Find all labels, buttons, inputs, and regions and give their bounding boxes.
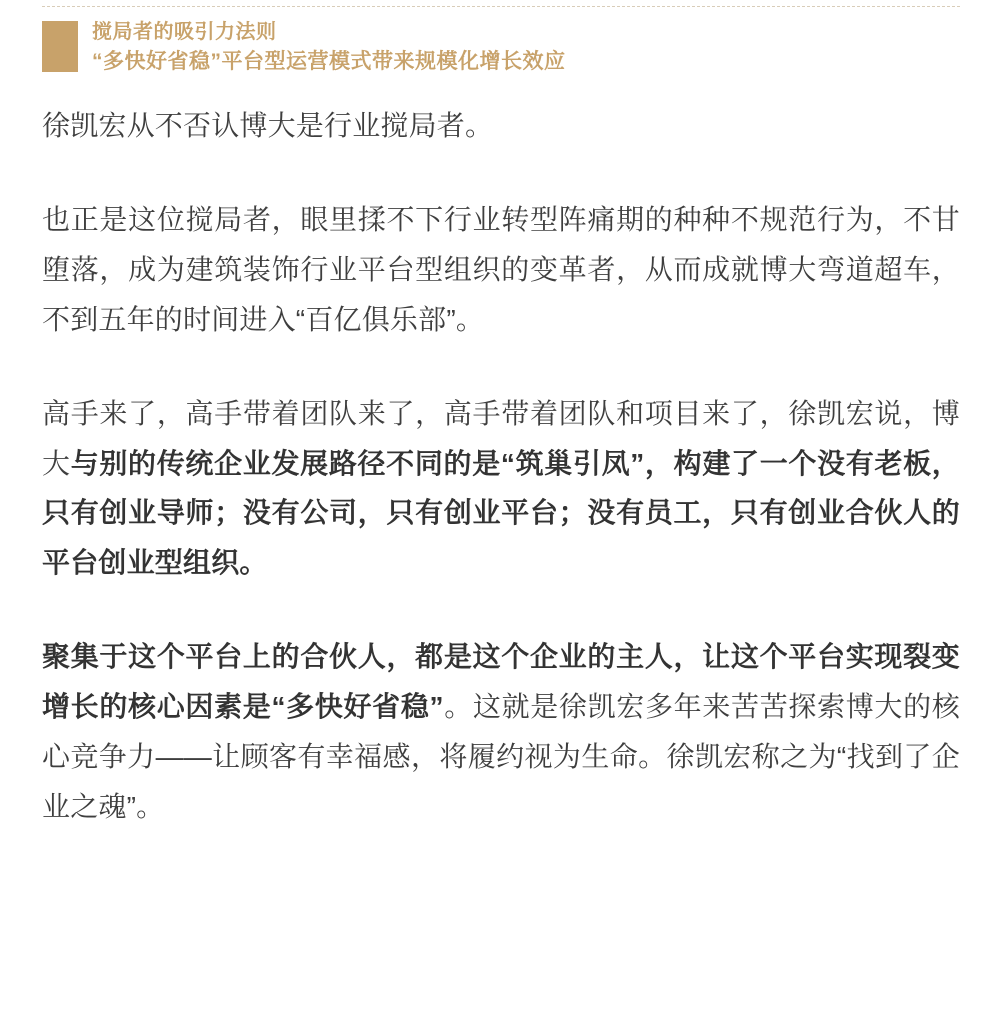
- paragraph-2: [42, 195, 960, 344]
- paragraph-3-run-1: 高手来了，高手带着团队来了，高手带着团队和项目来了，徐凯宏说，博大: [42, 397, 960, 479]
- paragraph-3-run-2: 与别的传统企业发展路径不同的是“筑巢引凤”，构建了一个没有老板，只有创业导师；没有公司，只有创业平台；没有员工，只有创业合伙人的平台创业型组织。: [42, 447, 961, 579]
- paragraph-1-run-1: 徐凯宏从不否认博大是行业搅局者。: [42, 110, 494, 142]
- top-divider: [42, 6, 960, 7]
- paragraph-4: [42, 632, 960, 831]
- heading-line-primary: 搅局者的吸引力法则: [92, 21, 277, 43]
- heading-text-group: [92, 18, 566, 77]
- heading-accent-bar: [42, 21, 78, 72]
- paragraph-1: [42, 101, 960, 151]
- paragraph-4-run-2: 。这就是徐凯宏多年来苦苦探索博大的核心竞争力——让顾客有幸福感，将履约视为生命。徐凯宏称之为“找到了企业之魂”。: [42, 690, 960, 822]
- paragraph-4-run-1: 聚集于这个平台上的合伙人，都是这个企业的主人，让这个平台实现裂变增长的核心因素是“多快好省稳”: [42, 641, 960, 722]
- section-heading: [42, 0, 960, 77]
- heading-line-secondary: “多快好省稳”平台型运营模式带来规模化增长效应: [92, 50, 566, 73]
- paragraph-3: [42, 389, 960, 588]
- paragraph-2-run-1: 也正是这位搅局者，眼里揉不下行业转型阵痛期的种种不规范行为，不甘堕落，成为建筑装饰行业平台型组织的变革者，从而成就博大弯道超车，不到五年的时间进入“百亿俱乐部”。: [42, 204, 960, 335]
